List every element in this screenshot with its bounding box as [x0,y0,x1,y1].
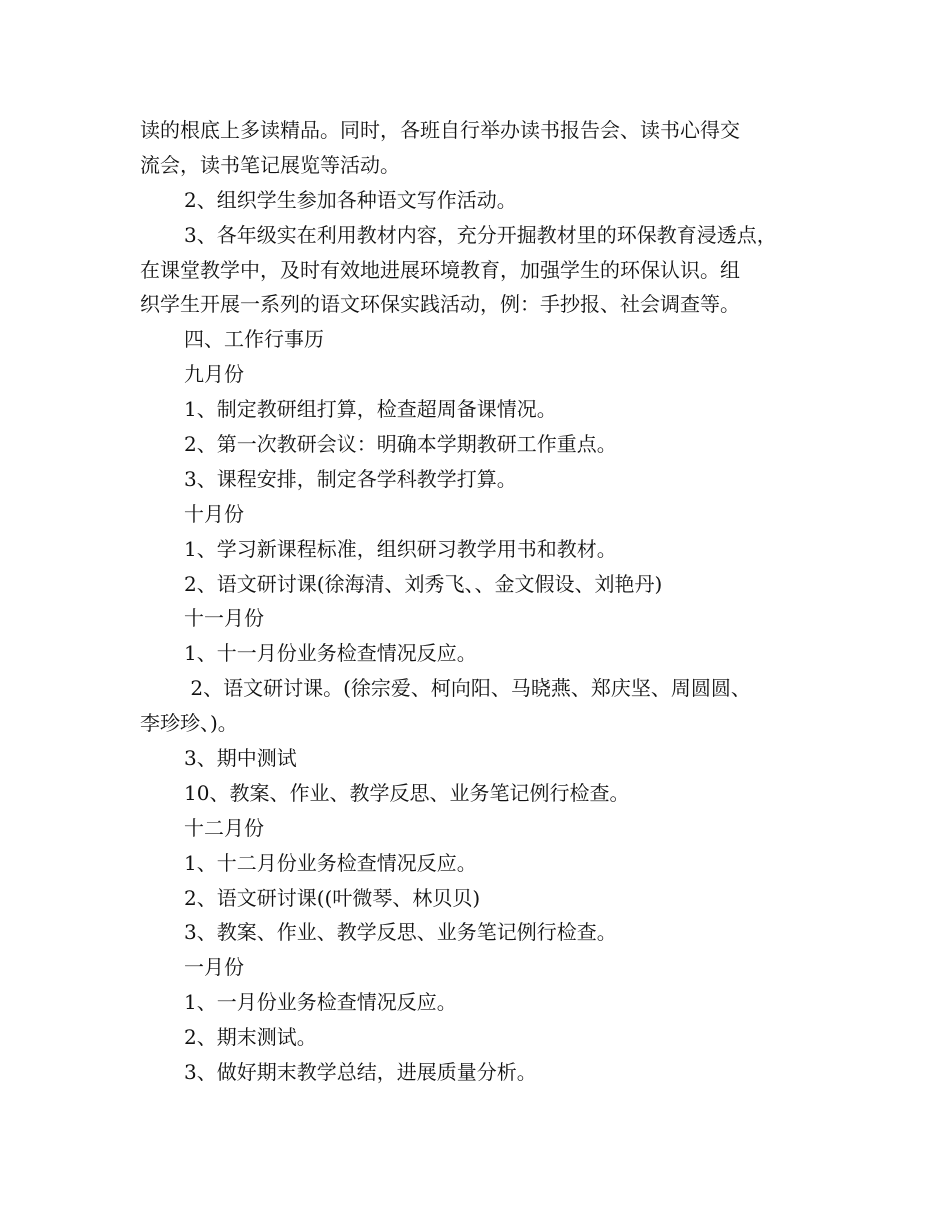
month-heading: 十月份 [184,501,244,526]
paragraph-line: 在课堂教学中，及时有效地进展环境教育，加强学生的环保认识。组 [140,257,740,282]
list-item: 2、语文研讨课。(徐宗爱、柯向阳、马晓燕、郑庆坚、周圆圆、 [184,676,751,701]
document-body [140,113,830,1090]
paragraph-line: 流会，读书笔记展览等活动。 [140,152,400,177]
list-item: 2、语文研讨课((叶微琴、林贝贝) [184,885,481,910]
paragraph-line: 织学生开展一系列的语文环保实践活动，例：手抄报、社会调查等。 [140,292,740,317]
paragraph-line: 李珍珍、)。 [140,711,238,736]
list-item: 1、十一月份业务检查情况反应。 [184,641,477,666]
list-item: 1、制定教研组打算，检查超周备课情况。 [184,397,557,422]
list-item: 1、十二月份业务检查情况反应。 [184,850,477,875]
month-heading: 十二月份 [184,815,264,840]
list-item: 2、组织学生参加各种语文写作活动。 [184,187,517,212]
list-item: 3、做好期末教学总结，进展质量分析。 [184,1060,537,1085]
list-item: 1、一月份业务检查情况反应。 [184,990,457,1015]
list-item: 2、第一次教研会议：明确本学期教研工作重点。 [184,432,617,457]
list-item: 3、各年级实在利用教材内容，充分开掘教材里的环保教育浸透点， [184,222,777,247]
list-item: 1、学习新课程标准，组织研习教学用书和教材。 [184,536,617,561]
month-heading: 九月份 [184,362,244,387]
month-heading: 十一月份 [184,606,264,631]
list-item: 2、语文研讨课(徐海清、刘秀飞、、金文假设、刘艳丹) [184,571,663,596]
list-item: 3、课程安排，制定各学科教学打算。 [184,466,517,491]
list-item: 10、教案、作业、教学反思、业务笔记例行检查。 [184,780,630,805]
section-heading: 四、工作行事历 [184,327,324,352]
list-item: 3、教案、作业、教学反思、业务笔记例行检查。 [184,920,617,945]
list-item: 3、期中测试 [184,746,297,771]
list-item: 2、期末测试。 [184,1025,317,1050]
month-heading: 一月份 [184,955,244,980]
paragraph-line: 读的根底上多读精品。同时，各班自行举办读书报告会、读书心得交 [140,118,740,142]
